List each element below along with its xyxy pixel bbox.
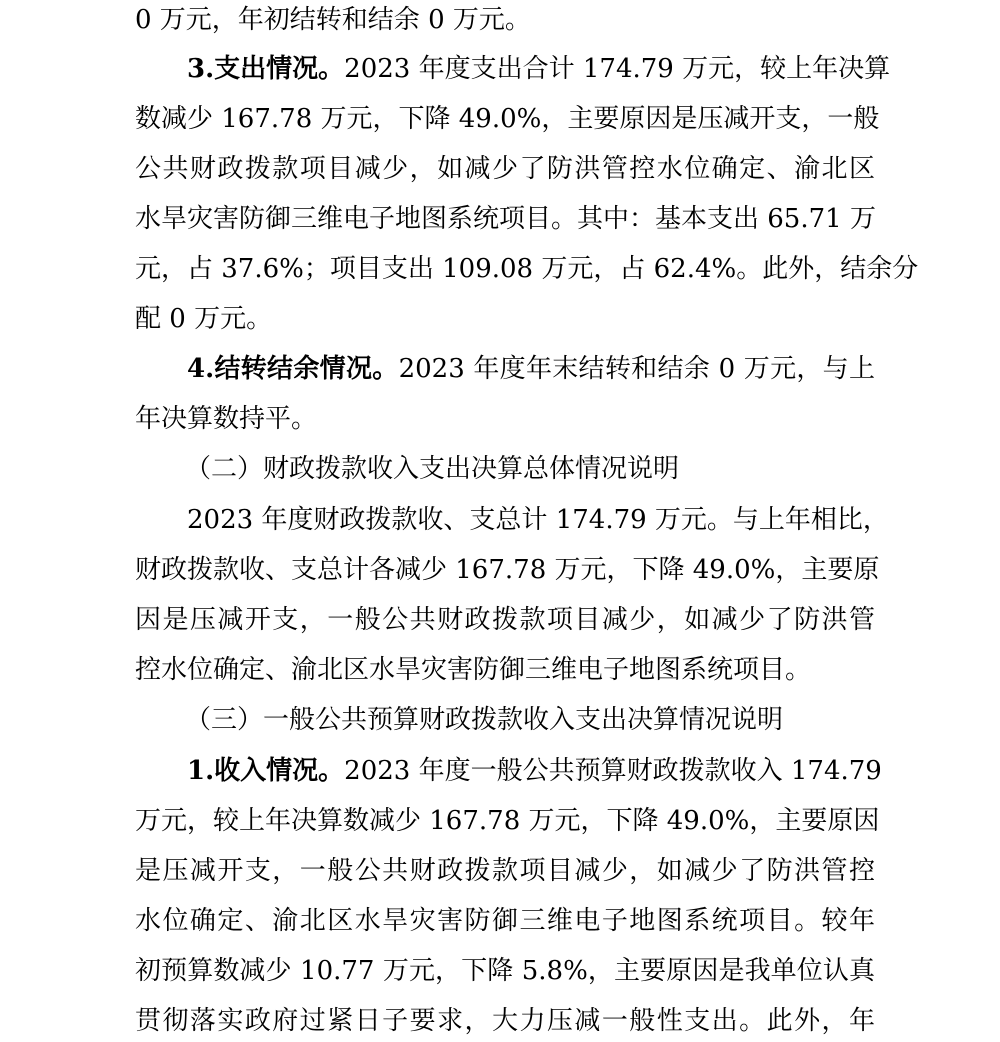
line-text: 贯彻落实政府过紧日子要求，大力压减一般性支出。此外，年 (135, 1006, 875, 1036)
line-text: 因是压减开支，一般公共财政拨款项目减少，如减少了防洪管 (135, 605, 875, 635)
line-text: 配 0 万元。 (135, 304, 273, 334)
paragraph-line (135, 0, 875, 40)
line-text: 水位确定、渝北区水旱灾害防御三维电子地图系统项目。较年 (135, 906, 875, 936)
section-lead: 4.结转结余情况。 (187, 354, 399, 384)
paragraph-line (135, 199, 875, 239)
line-text: 水旱灾害防御三维电子地图系统项目。其中：基本支出 65.71 万 (135, 204, 876, 234)
line-text: 元，占 37.6%；项目支出 109.08 万元，占 62.4%。此外，结余分 (135, 254, 919, 284)
section-lead: 1.收入情况。 (187, 756, 345, 786)
line-text: 2023 年度年末结转和结余 0 万元，与上 (398, 354, 875, 384)
paragraph-line (187, 500, 889, 540)
line-text: 财政拨款收、支总计各减少 167.78 万元，下降 49.0%，主要原 (135, 555, 880, 585)
line-text: 2023 年度一般公共预算财政拨款收入 174.79 (344, 756, 882, 786)
paragraph-heading-line (187, 49, 891, 89)
line-text: 2023 年度支出合计 174.79 万元，较上年决算 (344, 54, 891, 84)
paragraph-line (135, 801, 880, 841)
paragraph-heading-line (187, 751, 882, 791)
paragraph-line (135, 299, 875, 339)
paragraph-heading-line (187, 349, 875, 389)
paragraph-line (135, 249, 919, 289)
section-heading (185, 700, 925, 740)
paragraph-line (135, 650, 875, 690)
line-text: 万元，较上年决算数减少 167.78 万元，下降 49.0%，主要原因 (135, 806, 880, 836)
heading-text: （二）财政拨款收入支出决算总体情况说明 (185, 454, 680, 484)
line-text: 是压减开支，一般公共财政拨款项目减少，如减少了防洪管控 (135, 856, 875, 886)
heading-text: （三）一般公共预算财政拨款收入支出决算情况说明 (185, 705, 784, 735)
line-text: 公共财政拨款项目减少，如减少了防洪管控水位确定、渝北区 (135, 154, 875, 184)
line-text: 0 万元，年初结转和结余 0 万元。 (135, 5, 531, 35)
paragraph-line (135, 550, 880, 590)
paragraph-line (135, 399, 875, 439)
paragraph-line (135, 600, 875, 640)
paragraph-line (135, 149, 875, 189)
paragraph-line (135, 951, 875, 991)
paragraph-line (135, 901, 875, 941)
line-text: 控水位确定、渝北区水旱灾害防御三维电子地图系统项目。 (135, 655, 812, 685)
section-lead: 3.支出情况。 (187, 54, 345, 84)
line-text: 2023 年度财政拨款收、支总计 174.79 万元。与上年相比， (187, 505, 889, 535)
line-text: 数减少 167.78 万元，下降 49.0%，主要原因是压减开支，一般 (135, 104, 880, 134)
line-text: 初预算数减少 10.77 万元，下降 5.8%，主要原因是我单位认真 (135, 956, 875, 986)
paragraph-line (135, 1001, 875, 1041)
line-text: 年决算数持平。 (135, 404, 318, 434)
paragraph-line (135, 99, 880, 139)
section-heading (185, 449, 925, 489)
paragraph-line (135, 851, 875, 891)
